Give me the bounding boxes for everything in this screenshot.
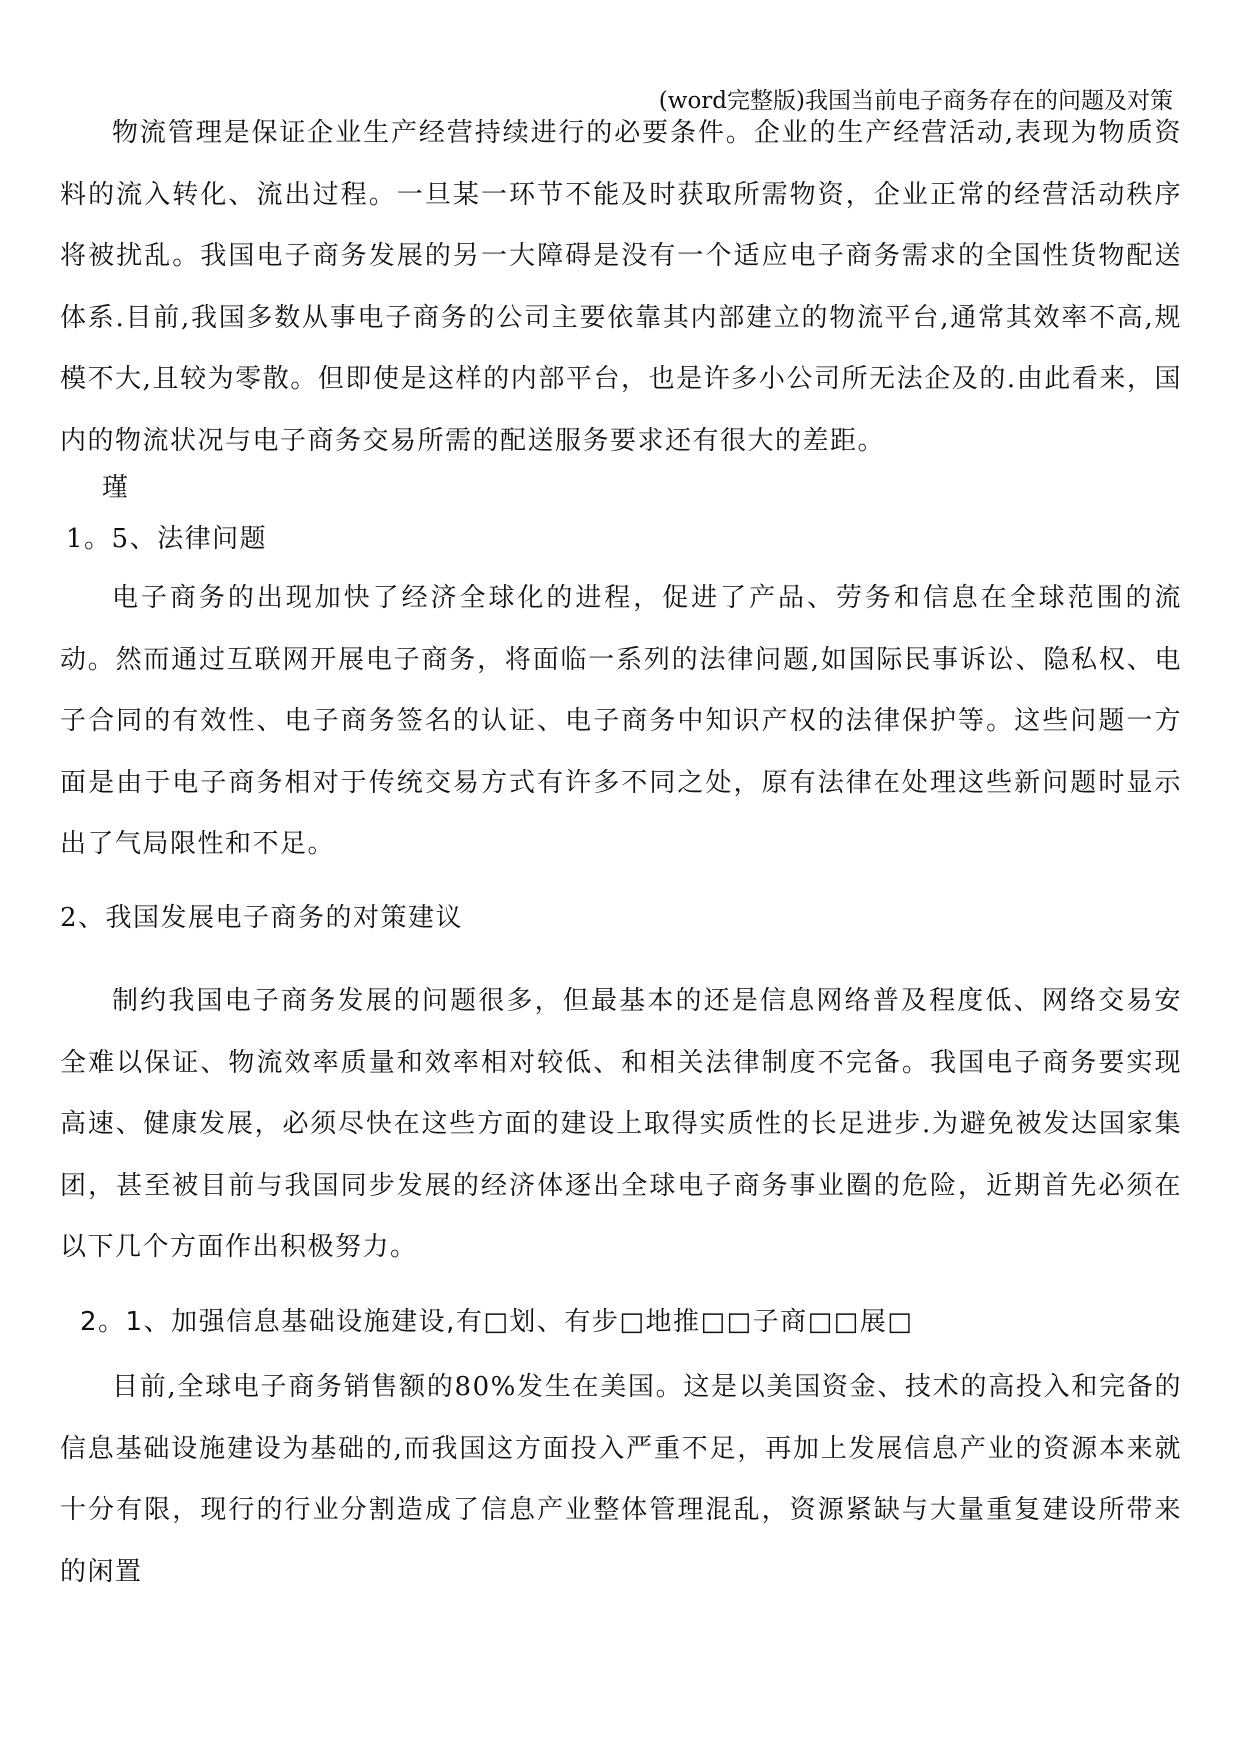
paragraph-legal: 电子商务的出现加快了经济全球化的进程，促进了产品、劳务和信息在全球范围的流动。然而通过互联网开展电子商务，将面临一系列的法律问题,如国际民事诉讼、隐私权、电子合同的有效性、电子商务签名的认证、电子商务中知识产权的法律保护等。这些问题一方面是由于电子商务相对于传统交易方式有许多不同之处，原有法律在处理这些新问题时显示出了气局限性和不足。 bbox=[60, 583, 1182, 859]
section-heading-1-5: 1。5、法律问题 bbox=[66, 524, 268, 554]
paragraph-section-2: 制约我国电子商务发展的问题很多，但最基本的还是信息网络普及程度低、网络交易安全难以保证、物流效率质量和效率相对较低、和相关法律制度不完备。我国电子商务要实现高速、健康发展，必须尽快在这些方面的建设上取得实质性的长足进步.为避免被发达国家集团，甚至被目前与我国同步发展的经济体逐出全球电子商务事业圈的危险，近期首先必须在以下几个方面作出积极努力。 bbox=[60, 986, 1182, 1262]
paragraph-logistics: 物流管理是保证企业生产经营持续进行的必要条件。企业的生产经营活动,表现为物质资料的流入转化、流出过程。一旦某一环节不能及时获取所需物资，企业正常的经营活动秩序将被扰乱。我国电子商务发展的另一大障碍是没有一个适应电子商务需求的全国性货物配送体系.目前,我国多数从事电子商务的公司主要依靠其内部建立的物流平台,通常其效率不高,规模不大,且较为零散。但即使是这样的内部平台，也是许多小公司所无法企及的.由此看来，国内的物流状况与电子商务交易所需的配送服务要求还有很大的差距。 bbox=[60, 118, 1182, 456]
section-heading-2-1: 2。1、加强信息基础设施建设,有□划、有步□地推□□子商□□展□ bbox=[80, 1307, 914, 1337]
section-heading-2: 2、我国发展电子商务的对策建议 bbox=[60, 903, 464, 933]
paragraph-section-2-1: 目前,全球电子商务销售额的80%发生在美国。这是以美国资金、技术的高投入和完备的信息基础设施建设为基础的,而我国这方面投入严重不足，再加上发展信息产业的资源本来就十分有限，现行的行业分割造成了信息产业整体管理混乱，资源紧缺与大量重复建设所带来的闲置 bbox=[60, 1372, 1182, 1587]
running-header: (word完整版)我国当前电子商务存在的问题及对策 bbox=[658, 88, 1173, 114]
stray-character: 瑾 bbox=[102, 473, 130, 503]
